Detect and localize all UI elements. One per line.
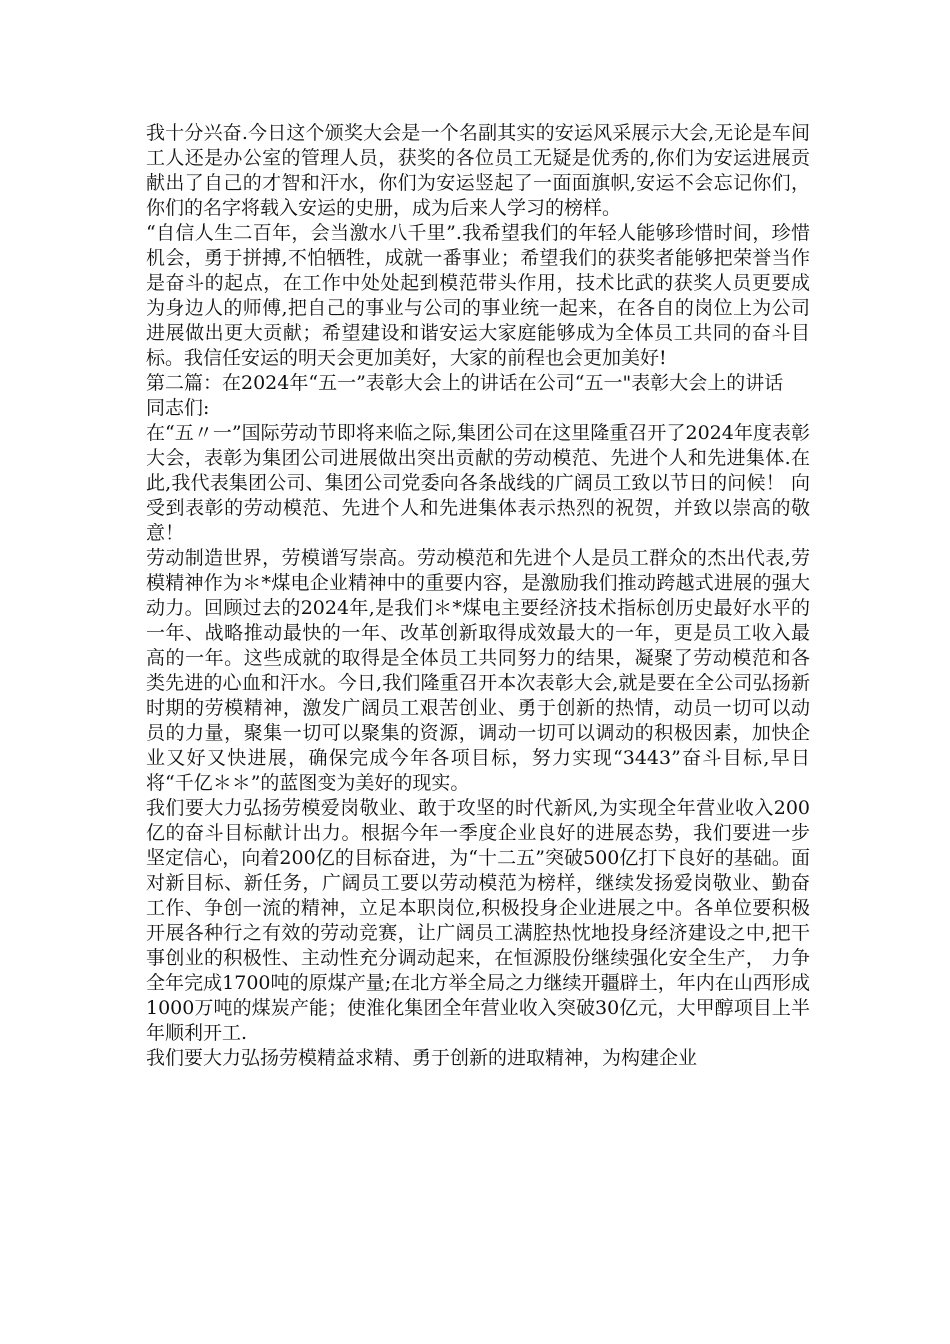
section-heading: 第二篇：在2024年“五一”表彰大会上的讲话在公司“五一"表彰大会上的讲话 [146, 372, 784, 394]
paragraph: 我们要大力弘扬劳模精益求精、勇于创新的进取精神，为构建企业 [146, 1047, 698, 1069]
paragraph: 劳动制造世界，劳模谱写崇高。劳动模范和先进个人是员工群众的杰出代表,劳模精神作为＊*煤电企业精神中的重要内容，是激励我们推动跨越式进展的强大动力。回顾过去的2024年,是我们＊*煤电主要经济技术指标创历史最好水平的一年、战略推动最快的一年、改革创新取得成效最大的一年，更是员工收入最高的一年。这些成就的取得是全体员工共同努力的结果，凝聚了劳动模范和各类先进的心血和汗水。今日,我们隆重召开本次表彰大会,就是要在全公司弘扬新时期的劳模精神，激发广阔员工艰苦创业、勇于创新的热情，动员一切可以动员的力量，聚集一切可以聚集的资源，调动一切可以调动的积极因素，加快企业又好又快进展，确保完成今年各项目标，努力实现“3443”奋斗目标,早日将“千亿＊＊”的蓝图变为美好的现实。 [146, 547, 810, 794]
paragraph: 我十分兴奋.今日这个颁奖大会是一个名副其实的安运风采展示大会,无论是车间工人还是办公室的管理人员，获奖的各位员工无疑是优秀的,你们为安运进展贡献出了自己的才智和汗水，你们为安运竖起了一面面旗帜,安运不会忘记你们，你们的名字将载入安运的史册，成为后来人学习的榜样。 [146, 122, 810, 219]
paragraph: “自信人生二百年，会当激水八千里”.我希望我们的年轻人能够珍惜时间，珍惜机会，勇于拼搏,不怕牺牲，成就一番事业；希望我们的获奖者能够把荣誉当作是奋斗的起点，在工作中处处起到模范带头作用，技术比武的获奖人员更要成为身边人的师傅,把自己的事业与公司的事业统一起来，在各自的岗位上为公司进展做出更大贡献；希望建设和谐安运大家庭能够成为全体员工共同的奋斗目标。我信任安运的明天会更加美好，大家的前程也会更加美好! [146, 222, 810, 369]
document-body [146, 121, 810, 1071]
salutation: 同志们: [146, 397, 210, 419]
paragraph: 我们要大力弘扬劳模爱岗敬业、敢于攻坚的时代新风,为实现全年营业收入200亿的奋斗目标献计出力。根据今年一季度企业良好的进展态势，我们要进一步坚定信心，向着200亿的目标奋进，为“十二五”突破500亿打下良好的基础。面对新目标、新任务，广阔员工要以劳动模范为榜样，继续发扬爱岗敬业、勤奋工作、争创一流的精神，立足本职岗位,积极投身企业进展之中。各单位要积极开展各种行之有效的劳动竞赛，让广阔员工满腔热忱地投身经济建设之中,把干事创业的积极性、主动性充分调动起来，在恒源股份继续强化安全生产， 力争全年完成1700吨的原煤产量;在北方举全局之力继续开疆辟土，年内在山西形成1000万吨的煤炭产能；使淮化集团全年营业收入突破30亿元，大甲醇项目上半年顺利开工. [146, 797, 810, 1044]
paragraph: 在“五〃一”国际劳动节即将来临之际,集团公司在这里隆重召开了2024年度表彰大会，表彰为集团公司进展做出突出贡献的劳动模范、先进个人和先进集体.在此,我代表集团公司、集团公司党委向各条战线的广阔员工致以节日的问候！ 向受到表彰的劳动模范、先进个人和先进集体表示热烈的祝贺，并致以崇高的敬意！ [146, 422, 810, 544]
